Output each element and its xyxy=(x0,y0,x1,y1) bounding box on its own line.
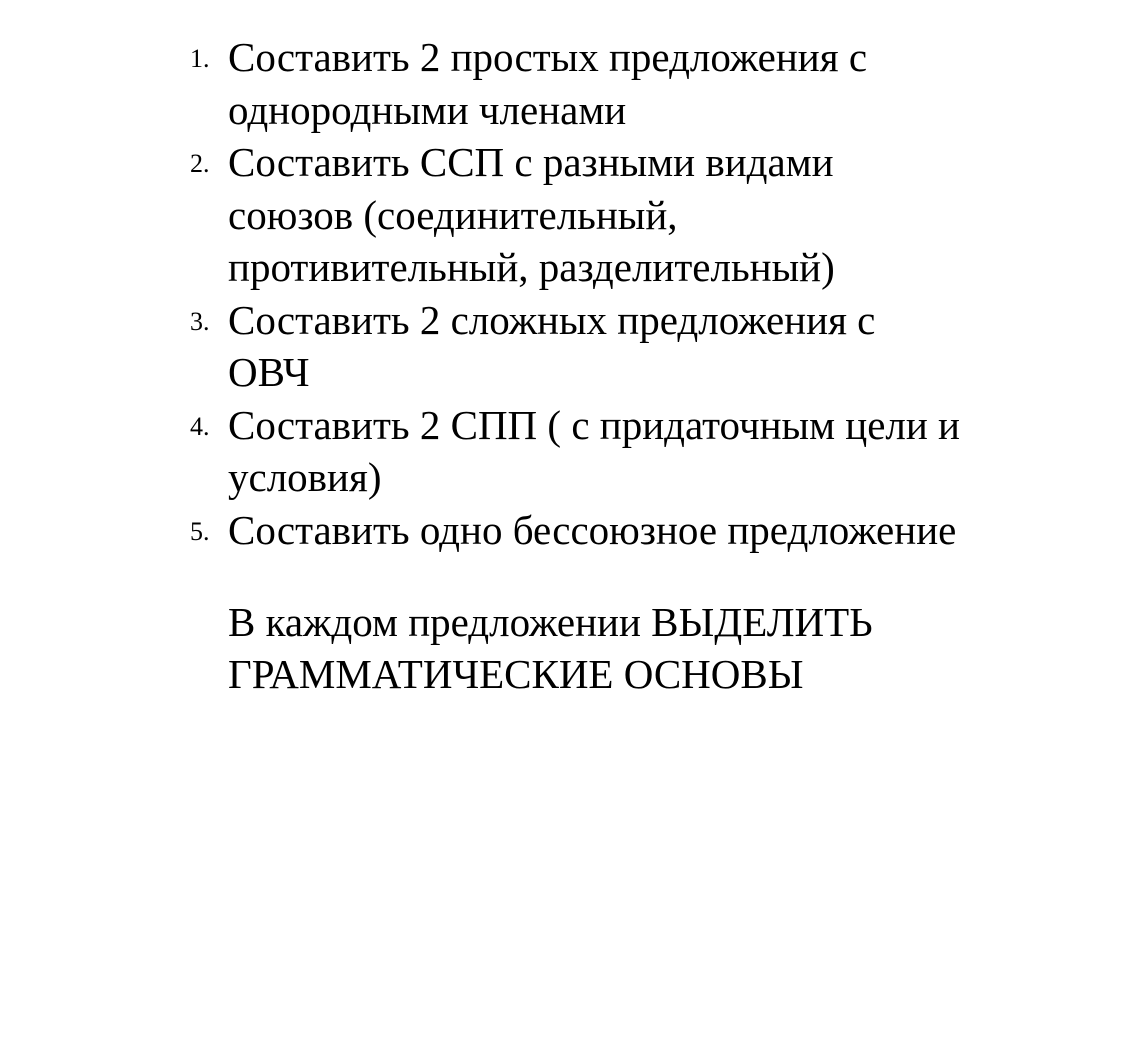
instruction-note xyxy=(228,596,1048,700)
task-item-5 xyxy=(190,504,1070,557)
task-text-line: Составить ССП с разными видами xyxy=(228,139,834,185)
task-text-line: однородными членами xyxy=(228,86,627,133)
task-text-line: союзов (соединительный, xyxy=(228,191,678,238)
task-text-line: Составить 2 СПП ( с придаточным цели и xyxy=(228,401,960,448)
task-item-3 xyxy=(190,294,1070,399)
task-number: 5. xyxy=(190,516,210,546)
task-number: 2. xyxy=(190,149,210,178)
task-number: 1. xyxy=(190,44,210,73)
task-text-line: Составить 2 сложных предложения с xyxy=(228,296,876,343)
task-list xyxy=(190,31,1070,556)
task-number: 3. xyxy=(190,306,210,336)
note-line: ГРАММАТИЧЕСКИЕ ОСНОВЫ xyxy=(228,651,804,697)
note-line: В каждом предложении ВЫДЕЛИТЬ xyxy=(228,599,873,645)
task-item-2 xyxy=(190,136,1070,294)
task-item-4 xyxy=(190,399,1070,504)
task-text-line: Составить одно бессоюзное предложение xyxy=(228,506,957,553)
task-text-line: противительный, разделительный) xyxy=(228,244,835,290)
task-number: 4. xyxy=(190,411,210,441)
task-item-1 xyxy=(190,31,1070,136)
task-text-line: Составить 2 простых предложения с xyxy=(228,34,868,80)
task-text-line: условия) xyxy=(228,454,382,500)
task-text-line: ОВЧ xyxy=(228,349,310,395)
